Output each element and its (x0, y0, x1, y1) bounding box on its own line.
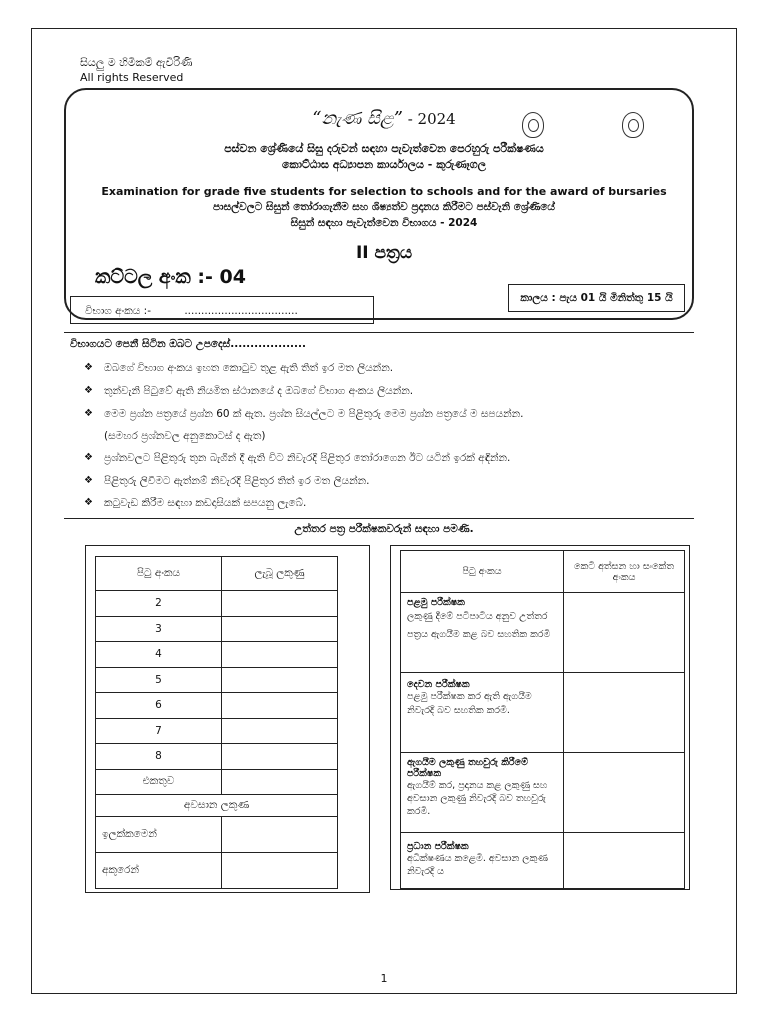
instruction-item (84, 475, 694, 488)
bullet-icon: ❖ (84, 497, 93, 508)
instruction-text: ඔබගේ විභාග අංකය ඉහත කොටුව තුළ ඇති තිත් ඉර මත ලියන්න. (104, 362, 394, 374)
exam-title-si-2: සිසුන් සඳහා පැවැත්වෙන විභාගය - 2024 (290, 217, 478, 229)
final-words-label: අකුරෙන් (96, 853, 222, 889)
col-page-header: පිටු අංකය (96, 557, 222, 591)
bullet-icon: ❖ (84, 385, 93, 396)
verification-examiner-title: ඇගයීම ලකුණු තහවුරු කිරීමේ පරීක්ෂක (407, 757, 528, 779)
copyright-en: All rights Reserved (80, 71, 184, 84)
instruction-item (84, 385, 694, 398)
org-line-1: පස්වන ශ්‍රේණියේ සිසු දරුවන් සඳහා පැවැත්වෙන පෙරහුරු පරීක්ෂණය (224, 142, 544, 155)
instruction-item (84, 408, 694, 421)
marks-cell[interactable] (222, 744, 338, 770)
page-cell: 4 (96, 642, 222, 668)
total-label: එකතුව (96, 769, 222, 795)
instruction-item (84, 452, 694, 465)
index-label: විභාග අංකය :- (85, 305, 151, 317)
marks-cell[interactable] (222, 718, 338, 744)
verification-examiner-signature[interactable] (564, 753, 685, 833)
paper-title (0, 108, 768, 129)
divider (64, 518, 694, 519)
index-number-field[interactable] (70, 296, 374, 324)
booklet-number: කට්ටල අංක :- 04 (95, 266, 246, 288)
chief-examiner-signature[interactable] (564, 833, 685, 889)
verification-examiner-text: ඇගයීම් කර, ප්‍රදානය කළ ලකුණු සහ අවසාන ලකුණු නිවැරදි බව තහවුරු කරමි. (407, 780, 548, 817)
page-number: 1 (380, 972, 388, 985)
first-examiner-signature[interactable] (564, 593, 685, 673)
instruction-item (84, 362, 694, 375)
marks-cell[interactable] (222, 667, 338, 693)
bullet-icon: ❖ (84, 452, 93, 463)
bullet-icon: ❖ (84, 362, 93, 373)
instruction-text: කටුවැඩ කිරීම සඳහා කඩදාසියක් සපයනු ලැබේ. (104, 497, 307, 509)
page-cell: 6 (96, 693, 222, 719)
bullet-icon: ❖ (84, 408, 93, 419)
first-examiner-text: ලකුණු දීමේ පටිපාටිය අනුව උත්තර පත්‍රය ඇගයීම කළ බව සහතික කරමි (407, 611, 551, 640)
final-mark-heading: අවසාන ලකුණ (96, 795, 338, 817)
second-examiner-title: දෙවන පරීක්ෂක (407, 679, 470, 690)
final-digits-label: ඉලක්කමෙන් (96, 817, 222, 853)
verification-examiner-cell (401, 753, 564, 833)
instruction-text: මෙම ප්‍රශ්න පත්‍රයේ ප්‍රශ්න 60 ක් ඇත. ප්‍රශ්න සියල්ලට ම පිළිතුරු මෙම ප්‍රශ්න පත්‍රයේ ම සපයන්න. (104, 408, 524, 420)
org-line-2: කොට්ඨාස අධ්‍යාපන කාර්යාලය - කුරුණෑගල (281, 158, 487, 171)
instructions-heading: විභාගයට පෙනී සිටින ඔබට උපදෙස්................... (70, 338, 307, 350)
page-cell: 8 (96, 744, 222, 770)
col-signature-header: කෙටි අත්සන හා සංකේත අංකය (564, 551, 685, 593)
chief-examiner-text: අධීක්ෂණය කළෙමි. අවසාන ලකුණ නිවැරදි ය (407, 853, 548, 877)
final-words-cell[interactable] (222, 853, 338, 889)
exam-title-si-1: පාසල්වලට සිසුන් තෝරාගැනීම සහ ශිෂ්‍යත්ව ප්‍රදානය කිරීමට පස්වැනි ශ්‍රේණියේ (213, 201, 555, 213)
instruction-text: ප්‍රශ්නවලට පිළිතුරු තුන බැගින් දී ඇති විට නිවැරදි පිළිතුර තෝරාගෙන ඊට යටින් ඉරක් අඳින්න. (104, 452, 511, 464)
marks-cell[interactable] (222, 693, 338, 719)
title-text: “නැණ සිළ” (312, 108, 403, 129)
chief-examiner-cell (401, 833, 564, 889)
col-marks-header: ලැබූ ලකුණු (222, 557, 338, 591)
marks-cell[interactable] (222, 616, 338, 642)
marks-cell[interactable] (222, 591, 338, 617)
examiner-section-title: උත්තර පත්‍ර පරීක්ෂකවරුන් සඳහා පමණි. (294, 523, 474, 535)
title-year: - 2024 (402, 110, 456, 128)
first-examiner-cell (401, 593, 564, 673)
instruction-text: තුන්වැනි පිටුවේ ඇති නියමිත ස්ථානයේ ද ඔබගේ විභාග අංකය ලියන්න. (104, 385, 414, 397)
instruction-item (84, 497, 694, 510)
instruction-note: (සමහර ප්‍රශ්නවල අනුකොටස් ද ඇත) (104, 430, 266, 442)
paper-number: II පත්‍රය (355, 243, 413, 263)
marks-cell[interactable] (222, 642, 338, 668)
bullet-icon: ❖ (84, 475, 93, 486)
second-examiner-cell (401, 673, 564, 753)
second-examiner-text: පළමු පරීක්ෂක කර ඇති ඇගයීම නිවැරදි බව සහතික කරමි. (407, 691, 532, 716)
col-page-header: පිටු අංකය (401, 551, 564, 593)
divider (64, 332, 694, 333)
check-table (400, 550, 685, 889)
final-digits-cell[interactable] (222, 817, 338, 853)
index-dots: .................................. (184, 305, 298, 317)
page-cell: 3 (96, 616, 222, 642)
chief-examiner-title: ප්‍රධාන පරීක්ෂක (407, 841, 469, 852)
copyright-notice (80, 55, 192, 85)
second-examiner-signature[interactable] (564, 673, 685, 753)
page-cell: 5 (96, 667, 222, 693)
marks-table (95, 556, 338, 889)
time-box: කාලය : පැය 01 යි මිනිත්තු 15 යි (508, 284, 685, 312)
exam-title-en: Examination for grade five students for selection to schools and for the award of bursaries (101, 185, 667, 198)
first-examiner-title: පළමු පරීක්ෂක (407, 597, 465, 608)
copyright-si: සියලු ම හිමිකම් ඇවිරිණි (80, 56, 193, 69)
total-cell[interactable] (222, 769, 338, 795)
instruction-text: පිළිතුරු ලිවීමට ඇත්නම් නිවැරදි පිළිතුර තිත් ඉර මත ලියන්න. (104, 475, 370, 487)
page-cell: 7 (96, 718, 222, 744)
page-cell: 2 (96, 591, 222, 617)
